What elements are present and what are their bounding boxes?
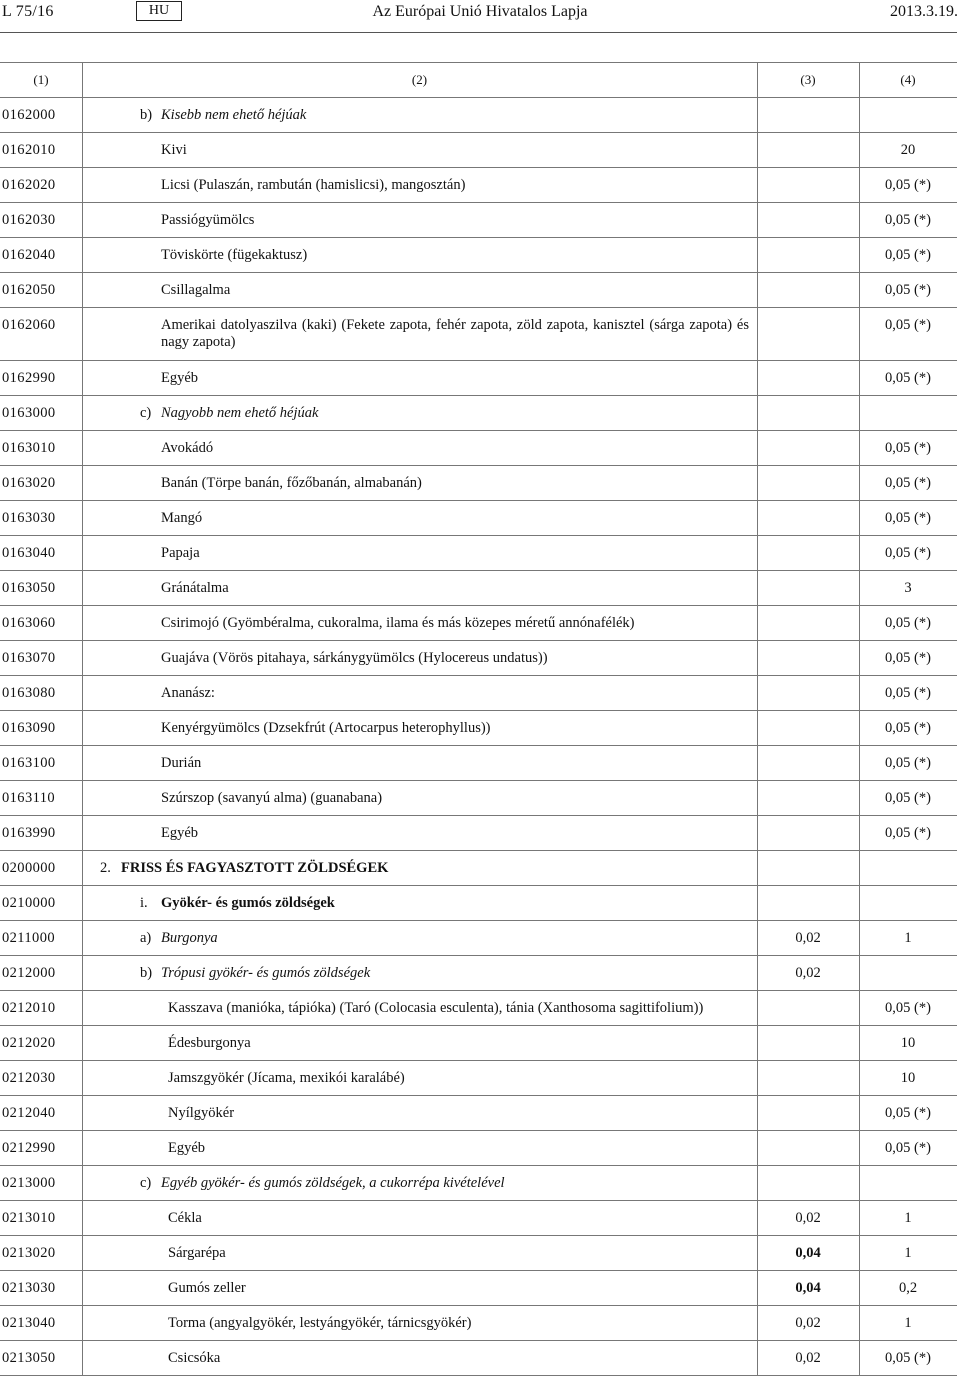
row-description: [161, 142, 187, 159]
row-description: [161, 545, 200, 562]
row-code: 0213000: [2, 1175, 56, 1191]
column-divider: [757, 396, 758, 430]
table-row: [0, 431, 957, 466]
table-row: [0, 571, 957, 606]
row-description: [161, 440, 213, 457]
row-code: 0163050: [2, 580, 56, 596]
row-description: [161, 212, 254, 229]
table-row: [0, 1131, 957, 1166]
row-description-text: Guajáva (Vörös pitahaya, sárkánygyümölcs (Hylocereus undatus)): [161, 650, 548, 666]
row-description-text: Trópusi gyökér- és gumós zöldségek: [161, 965, 371, 981]
row-code: 0163030: [2, 510, 56, 526]
row-code: 0163990: [2, 825, 56, 841]
column-divider: [757, 851, 758, 885]
row-value-col4: 0,05 (*): [885, 790, 931, 806]
column-divider: [82, 1341, 83, 1375]
row-code: 0163080: [2, 685, 56, 701]
row-value-col3: 0,04: [795, 1245, 821, 1261]
row-description: [168, 1210, 202, 1227]
row-description-text: Kisebb nem ehető héjúak: [161, 107, 307, 123]
column-divider: [82, 641, 83, 675]
row-description-text: Passiógyümölcs: [161, 212, 255, 228]
row-description: [161, 510, 202, 527]
table-row: [0, 536, 957, 571]
column-header-4: (4): [900, 72, 916, 87]
journal-title: Az Európai Unió Hivatalos Lapja: [372, 3, 588, 20]
table-row: [0, 308, 957, 361]
table-row: [0, 816, 957, 851]
table-row: [0, 1201, 957, 1236]
column-divider: [82, 711, 83, 745]
row-description: [161, 177, 465, 194]
row-description-text: Torma (angyalgyökér, lestyángyökér, tárnicsgyökér): [168, 1315, 472, 1331]
row-code: 0211000: [2, 930, 56, 946]
column-divider: [859, 956, 860, 990]
row-code: 0213010: [2, 1210, 56, 1226]
row-code: 0163010: [2, 440, 56, 456]
column-divider: [757, 1061, 758, 1095]
table-row: [0, 466, 957, 501]
row-description: [161, 475, 422, 492]
row-value-col4: 0,05 (*): [885, 177, 931, 193]
row-description-text: Csirimojó (Gyömbéralma, cukoralma, ilama és más közepes méretű annónafélék): [161, 615, 635, 631]
row-code: 0212030: [2, 1070, 56, 1086]
row-code: 0213020: [2, 1245, 56, 1261]
table-row: [0, 1166, 957, 1201]
row-value-col4: 0,05 (*): [885, 440, 931, 456]
column-header-1: (1): [33, 72, 49, 87]
row-value-col3: 0,02: [795, 965, 821, 981]
column-divider: [82, 1166, 83, 1200]
column-divider: [859, 98, 860, 132]
row-description: [140, 107, 306, 124]
column-header-2: (2): [411, 72, 428, 87]
row-code: 0213040: [2, 1315, 56, 1331]
row-code: 0163090: [2, 720, 56, 736]
table-row: [0, 676, 957, 711]
table-row: [0, 1236, 957, 1271]
column-divider: [757, 886, 758, 920]
row-description-text: Egyéb: [161, 825, 199, 841]
column-divider: [757, 641, 758, 675]
column-divider: [82, 1061, 83, 1095]
table-row: [0, 203, 957, 238]
column-divider: [82, 1026, 83, 1060]
row-label: a): [140, 930, 152, 946]
column-divider: [82, 1201, 83, 1235]
row-code: 0163070: [2, 650, 56, 666]
column-divider: [757, 361, 758, 395]
row-description-text: Gumós zeller: [168, 1280, 246, 1296]
row-label: c): [140, 1175, 152, 1191]
table-row: [0, 886, 957, 921]
table-row: [0, 851, 957, 886]
row-description-text: Töviskörte (fügekaktusz): [161, 247, 308, 263]
row-description-text: Csillagalma: [161, 282, 231, 298]
column-divider: [82, 536, 83, 570]
header-divider: [0, 32, 957, 33]
row-value-col4: 10: [900, 1035, 916, 1051]
page-reference: L 75/16: [2, 3, 54, 20]
row-value-col4: 1: [904, 1245, 912, 1261]
table-row: [0, 1026, 957, 1061]
column-divider: [82, 606, 83, 640]
row-description: [168, 1245, 226, 1262]
column-divider: [82, 956, 83, 990]
table-row: [0, 781, 957, 816]
row-value-col4: 0,05 (*): [885, 212, 931, 228]
table-row: [0, 956, 957, 991]
column-divider: [82, 238, 83, 272]
row-description: [161, 720, 491, 737]
page-header: [0, 0, 960, 28]
row-description: [161, 615, 635, 632]
column-divider: [82, 133, 83, 167]
column-divider: [757, 501, 758, 535]
row-code: 0162040: [2, 247, 56, 263]
row-code: 0162010: [2, 142, 56, 158]
row-description: [161, 580, 229, 597]
row-description: [161, 247, 307, 264]
column-divider: [82, 168, 83, 202]
column-divider: [757, 571, 758, 605]
column-divider: [757, 168, 758, 202]
row-description: [140, 1175, 505, 1192]
row-description-text: Nagyobb nem ehető héjúak: [161, 405, 319, 421]
row-value-col4: 0,05 (*): [885, 247, 931, 263]
row-code: 0163110: [2, 790, 56, 806]
row-value-col4: 1: [904, 930, 912, 946]
row-description-text: Édesburgonya: [168, 1035, 251, 1051]
table-row: [0, 1096, 957, 1131]
column-divider: [82, 501, 83, 535]
row-code: 0162000: [2, 107, 56, 123]
column-divider: [859, 1166, 860, 1200]
row-description-text: Kasszava (manióka, tápióka) (Taró (Colocasia esculenta), tánia (Xanthosoma sagittifolium)): [168, 1000, 704, 1016]
column-divider: [82, 1096, 83, 1130]
row-description-text: Amerikai datolyaszilva (kaki) (Fekete zapota, fehér zapota, zöld zapota, kanisztel (sárga zapota) és nagy zapota): [161, 317, 749, 350]
column-divider: [757, 606, 758, 640]
row-value-col4: 0,2: [898, 1280, 918, 1296]
row-description-text: Banán (Törpe banán, főzőbanán, almabanán): [161, 475, 422, 491]
row-label: i.: [140, 895, 148, 911]
row-description-text: Sárgarépa: [168, 1245, 226, 1261]
table-row: [0, 641, 957, 676]
row-code: 0163040: [2, 545, 56, 561]
column-divider: [82, 396, 83, 430]
row-value-col4: 0,05 (*): [885, 1140, 931, 1156]
column-divider: [82, 1236, 83, 1270]
row-description: [168, 1350, 220, 1367]
row-description: [161, 370, 198, 387]
row-description-text: Cékla: [168, 1210, 202, 1226]
row-description-text: Gyökér- és gumós zöldségek: [161, 895, 335, 911]
row-value-col4: 0,05 (*): [885, 370, 931, 386]
column-divider: [82, 571, 83, 605]
column-divider: [757, 1096, 758, 1130]
row-code: 0212010: [2, 1000, 56, 1016]
column-divider: [757, 816, 758, 850]
column-divider: [82, 1131, 83, 1165]
row-description-text: Jamszgyökér (Jícama, mexikói karalábé): [168, 1070, 405, 1086]
row-description: [161, 317, 749, 351]
row-value-col4: 0,05 (*): [885, 545, 931, 561]
column-divider: [757, 133, 758, 167]
row-description-text: Mangó: [161, 510, 203, 526]
column-divider: [757, 676, 758, 710]
row-value-col4: 0,05 (*): [885, 1350, 931, 1366]
column-divider: [82, 921, 83, 955]
row-value-col4: 0,05 (*): [885, 650, 931, 666]
row-description: [168, 1070, 405, 1087]
row-description: [168, 1280, 246, 1297]
row-description: [161, 790, 382, 807]
table-row: [0, 1271, 957, 1306]
row-code: 0162060: [2, 317, 56, 333]
row-code: 0163000: [2, 405, 56, 421]
table-row: [0, 1306, 957, 1341]
column-divider: [757, 1131, 758, 1165]
row-value-col4: 0,05 (*): [885, 1000, 931, 1016]
row-value-col3: 0,02: [795, 1210, 821, 1226]
row-description-text: Szúrszop (savanyú alma) (guanabana): [161, 790, 383, 806]
row-value-col4: 0,05 (*): [885, 475, 931, 491]
row-code: 0162990: [2, 370, 56, 386]
row-description: [140, 895, 335, 912]
row-code: 0213050: [2, 1350, 56, 1366]
column-divider: [82, 676, 83, 710]
row-description-text: Kivi: [161, 142, 187, 158]
row-description-text: Ananász:: [161, 685, 215, 701]
row-code: 0200000: [2, 860, 56, 876]
row-code: 0212000: [2, 965, 56, 981]
row-value-col4: 0,05 (*): [885, 510, 931, 526]
row-description-text: Avokádó: [161, 440, 214, 456]
table-row: [0, 133, 957, 168]
column-divider: [82, 466, 83, 500]
row-description-text: Licsi (Pulaszán, rambután (hamislicsi), mangosztán): [161, 177, 466, 193]
row-code: 0162020: [2, 177, 56, 193]
column-divider: [757, 711, 758, 745]
column-divider: [859, 886, 860, 920]
row-description: [161, 650, 548, 667]
row-label: b): [140, 107, 153, 123]
row-value-col4: 0,05 (*): [885, 755, 931, 771]
column-divider: [757, 238, 758, 272]
row-value-col3: 0,04: [795, 1280, 821, 1296]
row-description-text: Burgonya: [161, 930, 218, 946]
column-divider: [82, 98, 83, 132]
publication-date: 2013.3.19.: [890, 3, 958, 20]
column-header-3: (3): [800, 72, 816, 87]
table-row: [0, 501, 957, 536]
row-code: 0162050: [2, 282, 56, 298]
column-divider: [757, 1166, 758, 1200]
column-header-row: [0, 62, 957, 98]
table-row: [0, 606, 957, 641]
table-row: [0, 711, 957, 746]
table-row: [0, 238, 957, 273]
column-divider: [82, 203, 83, 237]
table-row: [0, 168, 957, 203]
row-code: 0163100: [2, 755, 56, 771]
row-description-text: Csicsóka: [168, 1350, 221, 1366]
row-code: 0163020: [2, 475, 56, 491]
row-value-col3: 0,02: [795, 1350, 821, 1366]
row-description-text: Egyéb: [161, 370, 199, 386]
row-description-text: FRISS ÉS FAGYASZTOTT ZÖLDSÉGEK: [121, 860, 389, 876]
row-value-col4: 1: [904, 1315, 912, 1331]
residue-limits-table: [0, 62, 957, 1376]
row-description-text: Nyílgyökér: [168, 1105, 235, 1121]
column-divider: [82, 273, 83, 307]
row-value-col4: 0,05 (*): [885, 317, 931, 333]
column-divider: [757, 466, 758, 500]
row-description: [168, 1140, 205, 1157]
row-value-col4: 0,05 (*): [885, 282, 931, 298]
column-divider: [82, 886, 83, 920]
table-row: [0, 396, 957, 431]
row-description: [168, 1000, 703, 1017]
row-description: [161, 282, 230, 299]
row-value-col3: 0,02: [795, 1315, 821, 1331]
row-value-col4: 3: [904, 580, 912, 596]
column-divider: [859, 396, 860, 430]
column-divider: [82, 746, 83, 780]
column-divider: [859, 851, 860, 885]
row-description-text: Kenyérgyümölcs (Dzsekfrút (Artocarpus heterophyllus)): [161, 720, 491, 736]
column-divider: [757, 746, 758, 780]
table-row: [0, 361, 957, 396]
row-value-col4: 0,05 (*): [885, 825, 931, 841]
row-description: [168, 1105, 234, 1122]
row-code: 0212990: [2, 1140, 56, 1156]
row-value-col4: 0,05 (*): [885, 720, 931, 736]
table-row: [0, 98, 957, 133]
column-divider: [82, 781, 83, 815]
row-label: b): [140, 965, 153, 981]
row-description: [168, 1035, 251, 1052]
column-divider: [757, 536, 758, 570]
row-description-text: Egyéb: [168, 1140, 206, 1156]
column-divider: [82, 851, 83, 885]
row-code: 0212040: [2, 1105, 56, 1121]
row-description: [161, 755, 201, 772]
column-divider: [82, 361, 83, 395]
row-description-text: Egyéb gyökér- és gumós zöldségek, a cukorrépa kivételével: [161, 1175, 505, 1191]
row-description: [100, 860, 388, 877]
column-divider: [82, 1306, 83, 1340]
row-label: 2.: [100, 860, 111, 876]
row-description: [161, 685, 215, 702]
row-code: 0210000: [2, 895, 56, 911]
row-code: 0163060: [2, 615, 56, 631]
row-value-col4: 0,05 (*): [885, 615, 931, 631]
column-divider: [859, 308, 860, 360]
row-code: 0213030: [2, 1280, 56, 1296]
column-divider: [757, 98, 758, 132]
table-row: [0, 273, 957, 308]
row-code: 0212020: [2, 1035, 56, 1051]
row-value-col4: 0,05 (*): [885, 685, 931, 701]
column-divider: [82, 1271, 83, 1305]
column-divider: [82, 991, 83, 1025]
table-row: [0, 991, 957, 1026]
column-divider: [757, 781, 758, 815]
column-divider: [757, 203, 758, 237]
column-divider: [757, 273, 758, 307]
row-value-col4: 20: [900, 142, 916, 158]
row-description: [140, 930, 218, 947]
row-description-text: Papaja: [161, 545, 200, 561]
column-divider: [757, 431, 758, 465]
column-divider: [757, 308, 758, 360]
table-row: [0, 921, 957, 956]
column-divider: [82, 308, 83, 360]
table-row: [0, 1061, 957, 1096]
row-value-col3: 0,02: [795, 930, 821, 946]
column-divider: [757, 1026, 758, 1060]
column-divider: [82, 431, 83, 465]
row-description: [168, 1315, 471, 1332]
row-description-text: Durián: [161, 755, 202, 771]
row-description-text: Gránátalma: [161, 580, 229, 596]
row-description: [140, 965, 370, 982]
table-row: [0, 746, 957, 781]
table-row: [0, 1341, 957, 1376]
row-label: c): [140, 405, 152, 421]
row-value-col4: 10: [900, 1070, 916, 1086]
row-description: [161, 825, 198, 842]
row-description: [140, 405, 318, 422]
column-divider: [757, 991, 758, 1025]
row-code: 0162030: [2, 212, 56, 228]
language-badge: HU: [136, 1, 182, 21]
column-divider: [82, 816, 83, 850]
row-value-col4: 0,05 (*): [885, 1105, 931, 1121]
row-value-col4: 1: [904, 1210, 912, 1226]
